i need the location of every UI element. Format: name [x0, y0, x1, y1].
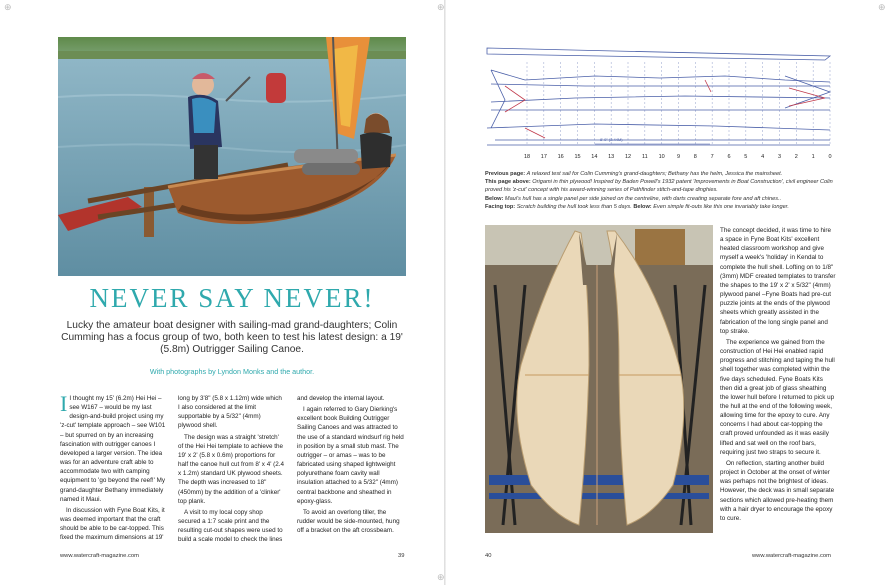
station-number: 6: [727, 154, 731, 160]
body-column-1: [60, 391, 166, 545]
caption: This page above: Origami in thin plywood! Inspired by Baden Powell's 1932 patent 'Improvements in Boat Construction', civil engineer Colin proved his 'z-cut' concept with his award-winning series of Pathfinder stitch-and-tape dinghies.: [485, 179, 833, 194]
footer-url-left: www.watercraft-magazine.com: [60, 553, 139, 559]
hull-plan-drawing: [485, 40, 835, 165]
body-paragraph: In discussion with Fyne Boat Kits, it was deemed important that the craft should be able to be car-topped. This fixed the maximum dimensions at 19': [60, 506, 165, 542]
station-number: 3: [777, 154, 782, 160]
station-number: 16: [557, 154, 564, 160]
hull-plan-svg: [485, 40, 835, 165]
standfirst: Lucky the amateur boat designer with sailing-mad grand-daughters; Colin Cumming has a focus group of two, both keen to test his latest design: a 19' (5.8m) Outrigger Sailing Canoe.: [61, 320, 403, 355]
crop-mark-icon: ⊕: [4, 2, 12, 12]
body-paragraph: I again referred to Gary Dierking's excellent book Building Outrigger Sailing Canoes and was attracted to the use of a standard windsurf rig held in position by a small stub mast. The outrigger – or amas – was to be fabricated using shaped lightweight polyurethane foam cavity wall insulation attached to a 5/32" (4mm) central backbone and sheathed in epoxy-glass.: [297, 406, 404, 505]
workshop-photo: [485, 225, 713, 533]
workshop-photo-illustration: [485, 225, 713, 533]
body-paragraph: On reflection, starting another build project in October at the onset of winter was perhaps not the brightest of ideas. However, the deck was in small separate sections which allowed pre-heating them with a hair dryer to encourage the epoxy to cure.: [720, 459, 835, 522]
caption: Previous page: A relaxed test sail for Colin Cumming's grand-daughters; Bethany has the helm, Jessica the mainsheet.: [485, 171, 783, 177]
station-number: 15: [574, 154, 581, 160]
body-paragraph: The design was a straight 'stretch' of the Hei Hei template to achieve the 19' x 2' (5.8 x 0.6m) proportions for half the canoe hull cut from 8' x 4' (2.4 x 1.2m) standard UK plywood sheets. The depth was increased to 18" (450mm) by the addition of a 'clinker' top plank.: [178, 433, 285, 505]
body-paragraph: and develop the internal layout.: [297, 395, 385, 402]
station-number: 18: [523, 154, 531, 160]
crop-mark-icon: ⊕: [437, 572, 445, 582]
station-number: 7: [710, 154, 714, 160]
body-paragraph: The experience we gained from the construction of Hei Hei enabled rapid progress and stitching and taping the hull shell together was completed within the five days scheduled. Fyne Boats Kits then did a great job of glass sheathing the lower hull before I returned to pick up the hull at the end of the following week, allowing time for the epoxy to cure. Any concerns I had about car-topping the craft proved unfounded as it was easily lifted and sat well on the roof bars, requiring just two straps to secure it.: [720, 338, 835, 456]
body-paragraph: long by 3'8" (5.8 x 1.12m) wide which I also considered at the limit supportable by a 5/32" (4mm) plywood shell.: [178, 395, 282, 430]
station-number: 10: [658, 154, 665, 160]
body-column-3: [297, 394, 404, 537]
station-number: 17: [540, 154, 547, 160]
drop-cap: I: [60, 391, 68, 416]
sailing-photo: [58, 37, 406, 276]
station-number: 8: [693, 154, 697, 160]
crop-mark-icon: ⊕: [437, 2, 445, 12]
station-number: 11: [641, 154, 648, 160]
station-number: 14: [591, 154, 598, 160]
plan-scale-label: 8' 0" (2.44M): [600, 137, 623, 142]
photo-credit: With photographs by Lyndon Monks and the author.: [149, 367, 315, 376]
station-number: 0: [828, 154, 832, 160]
body-paragraph: To avoid an overlong tiller, the rudder would be side-mounted, hung off a bracket on the aft crossbeam.: [297, 508, 400, 535]
station-number: 4: [761, 154, 765, 160]
right-body-column: [720, 226, 836, 525]
page-number-right: 40: [485, 553, 492, 559]
crop-mark-icon: ⊕: [878, 2, 886, 12]
body-paragraph: A visit to my local copy shop secured a 1:7 scale print and the resulting cut-out shapes were used to build a scale model to check the lines: [178, 508, 283, 544]
station-number: 13: [608, 154, 615, 160]
station-number: 2: [794, 154, 798, 160]
article-title: NEVER SAY NEVER!: [89, 283, 375, 313]
body-column-2: [178, 394, 285, 547]
station-number: 9: [676, 154, 681, 160]
body-paragraph: I I thought my 15' (6.2m) Hei Hei – see W167 – would be my last design-and-build project using my 'z-cut' template approach – see W101 – but spurred on by an increasing fascination with outrigger canoes I developed a larger version. The idea was for an adventure craft able to accommodate two with camping equipment to 'go beyond the reef!' My grand-daughter Bethany immediately named it Maui.: [60, 391, 166, 503]
body-paragraph: The concept decided, it was time to hire a space in Fyne Boat Kits' excellent heated classroom workshop and give myself a week's 'holiday' in Kendal to complete the hull shell. Lofting on to 1/8" (3mm) MDF created templates to transfer the shapes to the 19' x 2' x 5/32" (4mm) plywood panel –Fyne Boats had pre-cut puzzle joints at the ends of the plywood sheets which greatly assisted in the fabrication of the long single panel and top strake.: [720, 227, 836, 335]
footer-url-right: www.watercraft-magazine.com: [752, 553, 831, 559]
station-number: 12: [624, 154, 632, 160]
station-number: 5: [744, 154, 748, 160]
sailing-photo-illustration: [58, 37, 406, 276]
captions-block: [485, 170, 835, 211]
caption: Facing top: Scratch building the hull took less than 5 days. Below: Even simple fit-outs like this one invariably take longer.: [485, 203, 789, 210]
station-number: 1: [811, 154, 815, 160]
caption: Below: Maui's hull has a single panel per side joined on the centreline, with darts creating separate fore and aft chines..: [485, 195, 782, 202]
page-gutter: [444, 0, 446, 585]
page-number-left: 39: [398, 553, 405, 559]
